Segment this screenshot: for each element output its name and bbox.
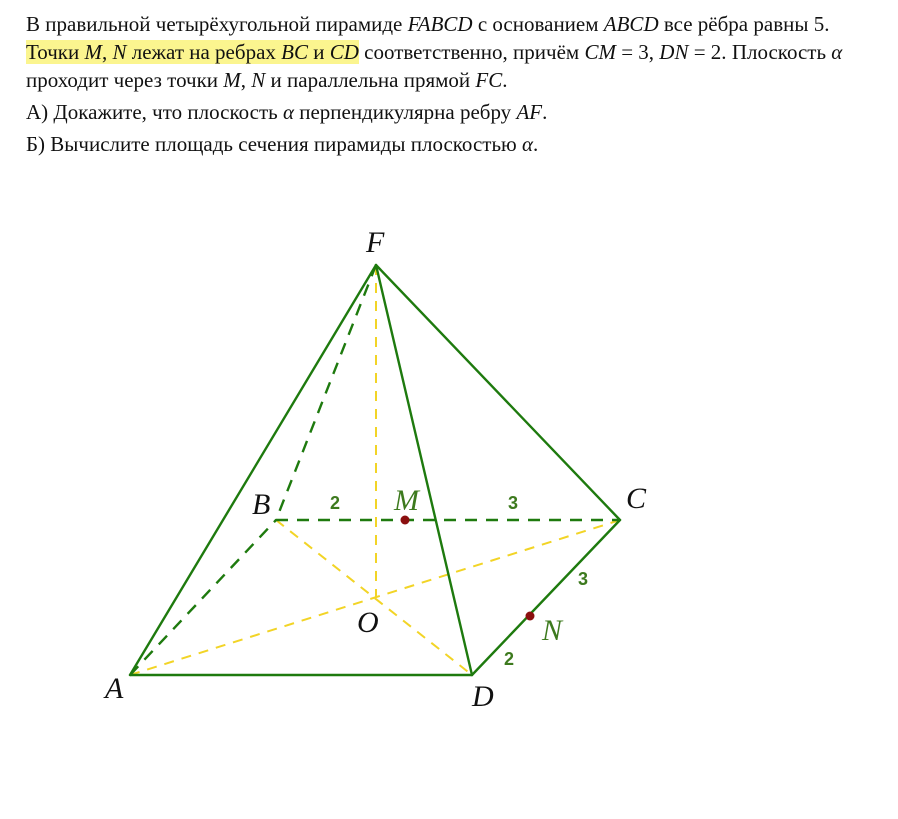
edge-bc-name: BC bbox=[281, 40, 308, 64]
text-run: В правильной четырёхугольной пирамиде bbox=[26, 12, 408, 36]
edge-fc bbox=[376, 265, 620, 520]
text-run: Точки bbox=[26, 40, 85, 64]
segment-cm-name: CM bbox=[584, 40, 616, 64]
text-run: = 3, bbox=[615, 40, 660, 64]
plane-alpha-symbol: α bbox=[521, 132, 534, 156]
text-run: соответственно, причём bbox=[358, 40, 585, 64]
segment-dn-name: DN bbox=[659, 40, 689, 64]
label-a: A bbox=[105, 672, 124, 705]
line-fc-name: FC bbox=[475, 68, 503, 92]
point-n-name: N bbox=[112, 40, 127, 64]
point-m-name: M bbox=[84, 40, 102, 64]
text-run: и параллельна прямой bbox=[265, 68, 476, 92]
length-bm: 2 bbox=[330, 493, 341, 513]
edge-fb bbox=[276, 265, 376, 520]
text-run: , bbox=[101, 40, 113, 64]
text-run: . bbox=[533, 132, 539, 156]
text-run: . bbox=[502, 68, 508, 92]
label-d: D bbox=[472, 680, 494, 713]
text-run: . bbox=[542, 100, 548, 124]
text-run: , bbox=[240, 68, 252, 92]
length-mc: 3 bbox=[508, 493, 519, 513]
plane-alpha-symbol: α bbox=[831, 40, 843, 64]
edge-fa bbox=[130, 265, 376, 675]
edge-cd-name: CD bbox=[329, 40, 359, 64]
label-m: M bbox=[394, 484, 419, 517]
text-run: перпендикулярна ребру bbox=[293, 100, 517, 124]
label-b: B bbox=[252, 488, 271, 521]
label-o: O bbox=[357, 606, 379, 639]
text-run: Б) Вычислите площадь сечения пирамиды плоскостью bbox=[26, 132, 522, 156]
edge-af-name: AF bbox=[516, 100, 543, 124]
length-cn: 3 bbox=[578, 569, 589, 589]
point-n-name: N bbox=[251, 68, 266, 92]
text-run: = 2. bbox=[688, 40, 732, 64]
label-n: N bbox=[542, 614, 563, 647]
pyramid-name: FABCD bbox=[407, 12, 473, 36]
length-nd: 2 bbox=[504, 649, 515, 669]
text-run: лежат на ребрах bbox=[126, 40, 282, 64]
label-c: C bbox=[626, 482, 647, 515]
text-run: все рёбра равны 5. bbox=[658, 12, 830, 36]
plane-alpha-symbol: α bbox=[282, 100, 294, 124]
text-run: с основанием bbox=[472, 12, 604, 36]
edge-fd bbox=[376, 265, 472, 675]
text-run: Плоскость bbox=[731, 40, 832, 64]
text-run: проходит через точки bbox=[26, 68, 224, 92]
base-name: ABCD bbox=[603, 12, 659, 36]
text-run: А) Докажите, что плоскость bbox=[26, 100, 283, 124]
text-run: и bbox=[307, 40, 330, 64]
point-m-name: M bbox=[223, 68, 241, 92]
point-n bbox=[526, 612, 535, 621]
label-f: F bbox=[366, 226, 385, 259]
